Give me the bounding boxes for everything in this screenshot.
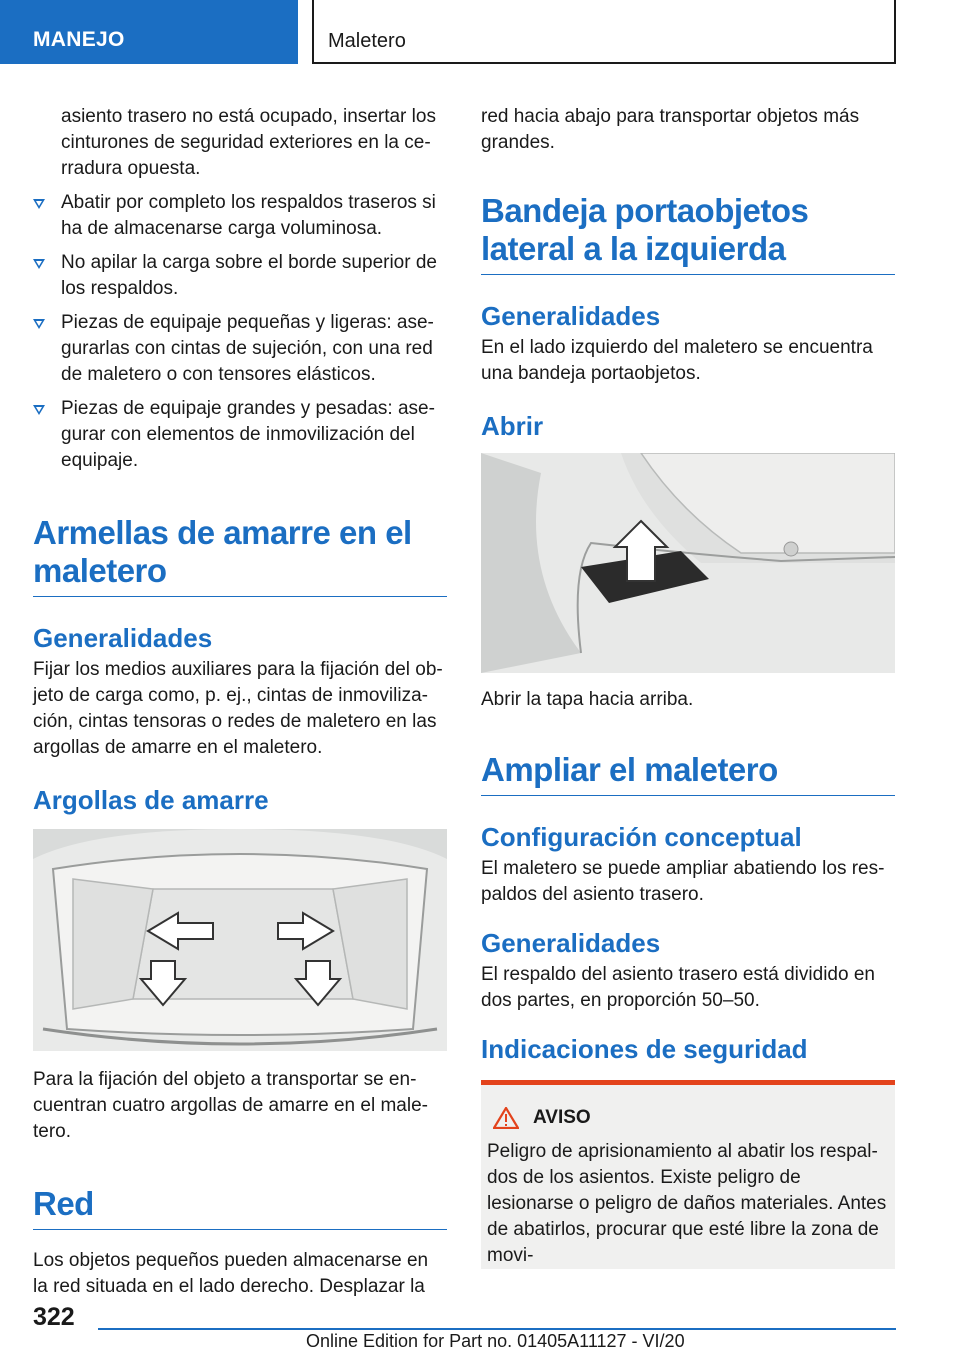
abrir-heading: Abrir	[481, 411, 544, 441]
abrir-caption: Abrir la tapa hacia arriba.	[481, 689, 694, 710]
triangle-bullet-icon	[33, 319, 45, 329]
trunk-tiedown-photo	[33, 829, 447, 1051]
intro-paragraph: asiento trasero no está ocupado, insertar los cinturones de seguridad exteriores en la cerradura opuesta.	[61, 106, 436, 179]
header-section-tab	[0, 0, 298, 64]
ampliar-heading: Ampliar el maletero	[481, 751, 895, 796]
bullet-item: Piezas de equipaje grandes y pesadas: asegurar con elementos de inmovilización del equipaje.	[33, 396, 447, 474]
side-tray-photo	[481, 453, 895, 673]
footer-rule	[98, 1328, 896, 1330]
red-heading: Red	[33, 1185, 447, 1230]
footer-edition: Online Edition for Part no. 01405A11127 - VI/20	[306, 1331, 685, 1351]
header-title: Maletero	[328, 30, 406, 52]
red-text: Los objetos pequeños pueden almacenarse en la red situada en el lado derecho. Desplazar la	[33, 1250, 429, 1297]
generalidades-heading: Generalidades	[33, 623, 213, 653]
red-continued-text: red hacia abajo para transportar objetos más grandes.	[481, 106, 860, 153]
bullet-item: No apilar la carga sobre el borde superior de los respaldos.	[33, 250, 447, 302]
argollas-caption: Para la fijación del objeto a transportar se encuentran cuatro argollas de amarre en el maletero.	[33, 1069, 428, 1142]
generalidades2-text: El respaldo del asiento trasero está dividido en dos partes, en proporción 50–50.	[481, 964, 875, 1011]
armellas-heading: Armellas de amarre en el maletero	[33, 514, 447, 597]
warning-text: Peligro de aprisionamiento al abatir los respaldos de los asientos. Existe peligro de lesionarse o peligro de daños materiales. Antes de abatirlos, procurar que esté libre la zona de movi-	[487, 1141, 887, 1266]
safety-bullet-list	[33, 190, 447, 474]
generalidades2-heading: Generalidades	[481, 928, 661, 958]
warning-header	[487, 1107, 887, 1129]
bullet-item: Piezas de equipaje pequeñas y ligeras: asegurarlas con cintas de sujeción, con una red de maletero o con tensores elásticos.	[33, 310, 447, 388]
page-number: 322	[33, 1303, 75, 1331]
argollas-heading: Argollas de amarre	[33, 785, 269, 815]
bandeja-heading: Bandeja portaobjetos lateral a la izquierda	[481, 192, 895, 275]
warning-triangle-icon	[493, 1107, 519, 1129]
generalidades-text-right: En el lado izquierdo del maletero se encuentra una bandeja portaobjetos.	[481, 337, 873, 384]
triangle-bullet-icon	[33, 405, 45, 415]
seguridad-heading: Indicaciones de seguridad	[481, 1034, 808, 1064]
config-text: El maletero se puede ampliar abatiendo los respaldos del asiento trasero.	[481, 858, 885, 905]
triangle-bullet-icon	[33, 199, 45, 209]
header-title-box	[312, 0, 896, 64]
generalidades-text: Fijar los medios auxiliares para la fijación del objeto de carga como, p. ej., cintas de inmovilización, cintas tensoras o redes de maletero en las argollas de amarre en el maletero.	[33, 659, 443, 758]
warning-label: AVISO	[533, 1107, 591, 1128]
right-column	[481, 104, 895, 1269]
generalidades-heading-right: Generalidades	[481, 301, 661, 331]
trunk-illustration	[33, 829, 447, 1051]
left-column	[33, 104, 447, 1300]
bullet-item: Abatir por completo los respaldos traseros si ha de almacenarse carga voluminosa.	[33, 190, 447, 242]
header-section-label: MANEJO	[33, 28, 125, 51]
warning-box	[481, 1080, 895, 1269]
tray-illustration	[481, 453, 895, 673]
triangle-bullet-icon	[33, 259, 45, 269]
config-heading: Configuración conceptual	[481, 822, 802, 852]
